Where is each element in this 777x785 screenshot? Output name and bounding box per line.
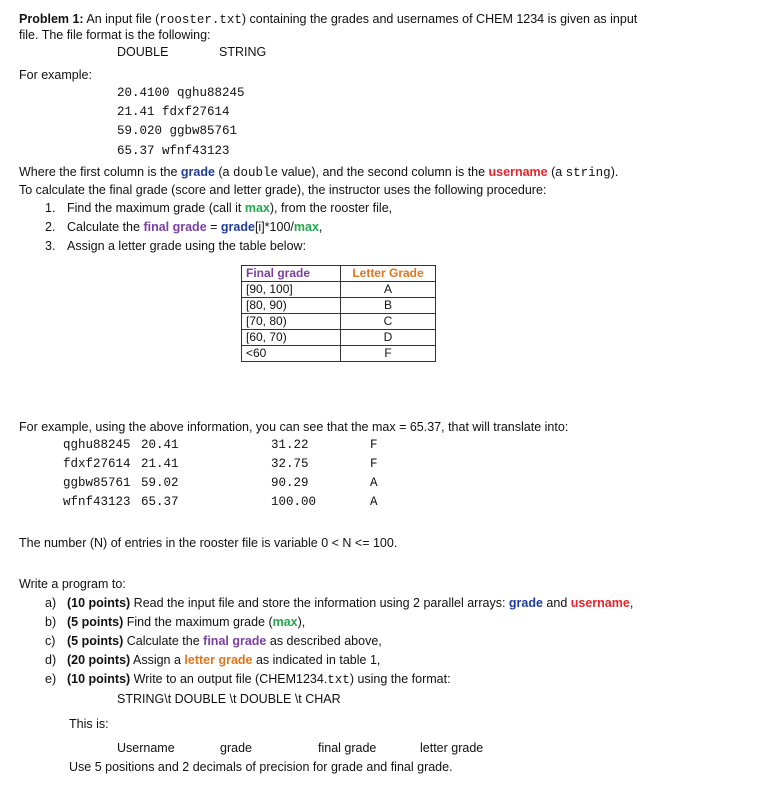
output-format-line: STRING\t DOUBLE \t DOUBLE \t CHAR	[117, 692, 341, 706]
table-row	[242, 298, 436, 314]
grade-table	[241, 265, 436, 362]
for-example-label: For example:	[19, 68, 92, 82]
table-row	[242, 330, 436, 346]
task-item: d) (20 points) Assign a letter grade as indicated in table 1,	[45, 653, 381, 667]
step-item: 1. Find the maximum grade (call it max), from the rooster file,	[45, 201, 393, 215]
translation-intro: For example, using the above information, you can see that the max = 65.37, that will translate into:	[19, 420, 569, 434]
table-row	[242, 282, 436, 298]
precision-note: Use 5 positions and 2 decimals of precision for grade and final grade.	[69, 760, 453, 774]
translation-row: qghu88245 20.41 31.22 F	[63, 438, 378, 452]
step-item: 3. Assign a letter grade using the table below:	[45, 239, 307, 253]
translation-row: ggbw85761 59.02 90.29 A	[63, 476, 378, 490]
range-cell: <60	[242, 346, 341, 362]
example-line: 65.37 wfnf43123	[117, 144, 230, 158]
letter-cell: D	[341, 330, 436, 346]
letter-cell: F	[341, 346, 436, 362]
translation-row: wfnf43123 65.37 100.00 A	[63, 495, 378, 509]
out-header-grade: grade	[220, 741, 252, 755]
input-filename: rooster.txt	[159, 13, 242, 27]
table-row	[242, 346, 436, 362]
example-line: 21.41 fdxf27614	[117, 105, 230, 119]
task-item: a) (10 points) Read the input file and store the information using 2 parallel arrays: grade and username,	[45, 596, 634, 610]
letter-cell: C	[341, 314, 436, 330]
table-header-row	[242, 266, 436, 282]
column-description: Where the first column is the grade (a double value), and the second column is the username (a string).	[19, 165, 619, 180]
step-item: 2. Calculate the final grade = grade[i]*100/max,	[45, 220, 323, 234]
example-line: 59.020 ggbw85761	[117, 124, 238, 138]
problem-label: Problem 1:	[19, 12, 84, 26]
problem-intro-cont: file. The file format is the following:	[19, 28, 211, 42]
task-item: b) (5 points) Find the maximum grade (max),	[45, 615, 306, 629]
out-header-final-grade: final grade	[318, 741, 377, 755]
this-is-label: This is:	[69, 717, 109, 731]
task-item: e) (10 points) Write to an output file (CHEM1234.txt) using the format:	[45, 672, 451, 687]
problem-intro: Problem 1: An input file (rooster.txt) containing the grades and usernames of CHEM 1234 is given as input	[19, 12, 638, 27]
entries-note: The number (N) of entries in the rooster file is variable 0 < N <= 100.	[19, 536, 398, 550]
out-header-username: Username	[117, 741, 175, 755]
table-header-final-grade: Final grade	[242, 266, 341, 282]
task-item: c) (5 points) Calculate the final grade as described above,	[45, 634, 382, 648]
range-cell: [70, 80)	[242, 314, 341, 330]
letter-cell: A	[341, 282, 436, 298]
table-header-letter-grade: Letter Grade	[341, 266, 436, 282]
example-line: 20.4100 qghu88245	[117, 86, 245, 100]
out-header-letter-grade: letter grade	[420, 741, 484, 755]
letter-cell: B	[341, 298, 436, 314]
range-cell: [80, 90)	[242, 298, 341, 314]
procedure-intro: To calculate the final grade (score and letter grade), the instructor uses the following procedure:	[19, 183, 547, 197]
range-cell: [90, 100]	[242, 282, 341, 298]
translation-row: fdxf27614 21.41 32.75 F	[63, 457, 378, 471]
format-double: DOUBLE	[117, 45, 169, 59]
table-row	[242, 314, 436, 330]
program-intro: Write a program to:	[19, 577, 126, 591]
format-string: STRING	[219, 45, 267, 59]
range-cell: [60, 70)	[242, 330, 341, 346]
